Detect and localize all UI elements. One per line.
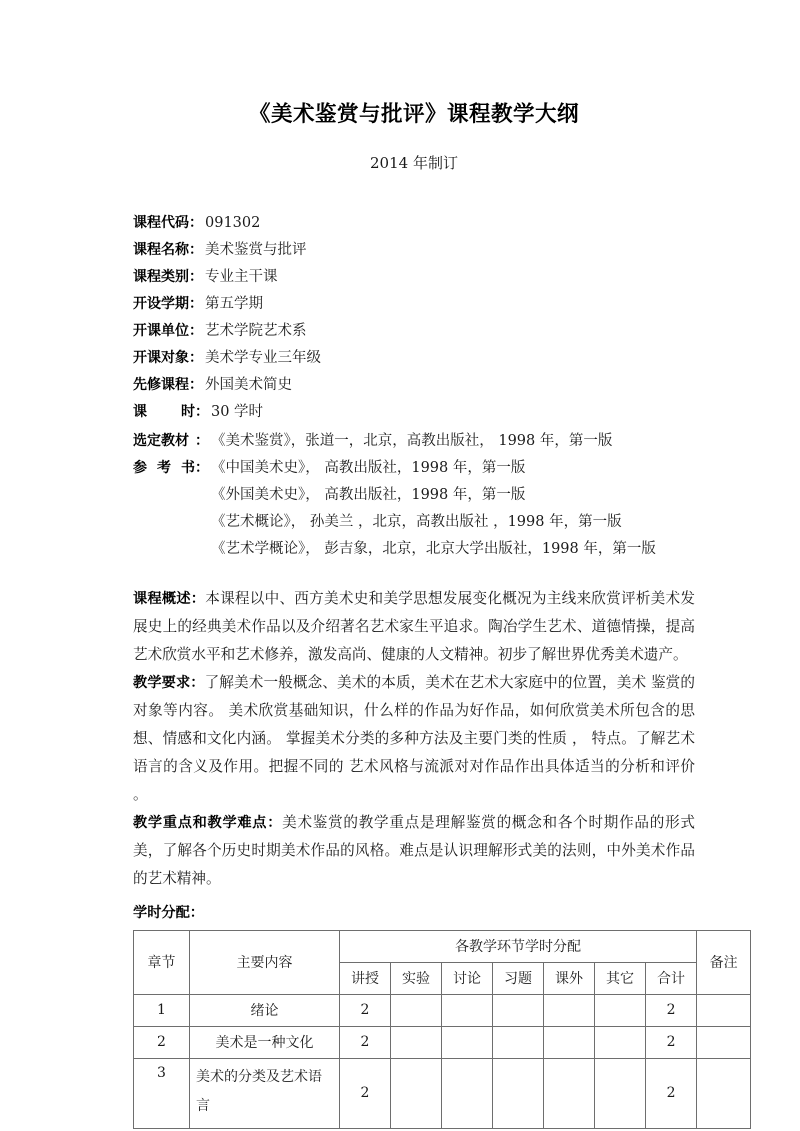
document-content	[133, 0, 738, 1129]
header-lecture: 讲授	[340, 962, 391, 994]
header-experiment: 实验	[391, 962, 442, 994]
cell-remark	[697, 1026, 751, 1058]
cell-lecture: 2	[340, 994, 391, 1026]
cell-total: 2	[646, 1026, 697, 1058]
table-body	[134, 994, 751, 1128]
meta-row-class-hours	[133, 399, 695, 426]
reference-row	[133, 536, 695, 563]
reference-item: 《外国美术史》， 高教出版社，1998 年，第一版	[211, 486, 526, 503]
meta-value: 091302	[205, 214, 261, 231]
meta-label: 课程代码：	[133, 214, 203, 231]
reference-item: 《中国美术史》， 高教出版社，1998 年，第一版	[211, 459, 526, 476]
meta-label: 课程类别：	[133, 268, 203, 285]
meta-value: 第五学期	[205, 295, 263, 312]
cell-discussion	[442, 1058, 493, 1128]
meta-label: 先修课程：	[133, 376, 203, 393]
reference-label	[133, 455, 211, 482]
textbook-label-part: ：	[195, 432, 209, 449]
header-content: 主要内容	[190, 930, 340, 994]
cell-extracurricular	[544, 994, 595, 1026]
reference-item: 《艺术概论》， 孙美兰 ，北京，高教出版社 ，1998 年，第一版	[211, 513, 622, 530]
page-title: 《美术鉴赏与批评》课程教学大纲	[248, 102, 579, 127]
cell-other	[595, 1058, 646, 1128]
cell-other	[595, 1026, 646, 1058]
meta-value: 美术鉴赏与批评	[205, 241, 307, 258]
textbook-row	[133, 428, 695, 455]
meta-value: 专业主干课	[205, 268, 278, 285]
meta-row-department	[133, 318, 695, 345]
section-course-overview	[133, 585, 695, 669]
header-extracurricular: 课外	[544, 962, 595, 994]
cell-chapter: 3	[134, 1058, 190, 1128]
cell-experiment	[391, 1026, 442, 1058]
table-row	[134, 994, 751, 1026]
reference-row	[133, 509, 695, 536]
cell-exercise	[493, 994, 544, 1026]
cell-content	[190, 1058, 340, 1128]
hours-distribution-heading: 学时分配：	[133, 904, 204, 921]
table-header-row-top	[134, 930, 751, 962]
books-block	[133, 426, 695, 563]
cell-remark	[697, 1058, 751, 1128]
cell-remark	[697, 994, 751, 1026]
header-remark: 备注	[697, 930, 751, 994]
section-label: 教学重点和教学难点：	[133, 814, 283, 831]
reference-item: 《艺术学概论》， 彭吉象，北京，北京大学出版社，1998 年，第一版	[211, 540, 656, 557]
cell-extracurricular	[544, 1026, 595, 1058]
meta-row-prerequisite	[133, 372, 695, 399]
header-exercise: 习题	[493, 962, 544, 994]
reference-label-part: 书：	[181, 459, 209, 476]
meta-label-part: 时：	[181, 403, 209, 420]
sections-block	[133, 563, 695, 893]
cell-experiment	[391, 994, 442, 1026]
cell-discussion	[442, 1026, 493, 1058]
meta-label: 开设学期：	[133, 295, 203, 312]
meta-value: 外国美术简史	[205, 376, 292, 393]
meta-label: 开课单位：	[133, 322, 203, 339]
meta-label-class-hours	[133, 399, 209, 426]
cell-exercise	[493, 1058, 544, 1128]
reference-row	[133, 455, 695, 482]
section-key-and-difficult-points	[133, 809, 695, 893]
table-row	[134, 1026, 751, 1058]
cell-discussion	[442, 994, 493, 1026]
cell-total: 2	[646, 1058, 697, 1128]
cell-lecture: 2	[340, 1026, 391, 1058]
reference-label-part: 考	[157, 459, 171, 476]
section-teaching-requirements	[133, 669, 695, 809]
cell-chapter: 2	[134, 1026, 190, 1058]
section-label: 教学要求：	[133, 674, 205, 691]
meta-value: 30 学时	[211, 403, 264, 420]
meta-row-course-name	[133, 237, 695, 264]
textbook-label	[133, 428, 211, 455]
page-subtitle: 2014 年制订	[370, 153, 458, 172]
header-discussion: 讨论	[442, 962, 493, 994]
cell-experiment	[391, 1058, 442, 1128]
header-chapter: 章节	[134, 930, 190, 994]
meta-label: 课程名称：	[133, 241, 203, 258]
cell-chapter: 1	[134, 994, 190, 1026]
table-row	[134, 1058, 751, 1128]
course-meta-list	[133, 172, 695, 426]
header-group-hours: 各教学环节学时分配	[340, 930, 697, 962]
cell-content-text: 美术的分类及艺术语言	[196, 1068, 322, 1114]
meta-value: 美术学专业三年级	[205, 349, 321, 366]
meta-value: 艺术学院艺术系	[205, 322, 307, 339]
cell-content: 美术是一种文化	[190, 1026, 340, 1058]
header-total: 合计	[646, 962, 697, 994]
meta-label: 开课对象：	[133, 349, 203, 366]
header-other: 其它	[595, 962, 646, 994]
cell-content: 绪论	[190, 994, 340, 1026]
section-text: 本课程以中、西方美术史和美学思想发展变化概况为主线来欣赏评析美术发展史上的经典美术作品以及介绍著名艺术家生平追求。陶冶学生艺术、道德情操，提高艺术欣赏水平和艺术修养，激发高尚、健康的人文精神。初步了解世界优秀美术遗产。	[133, 589, 695, 663]
table-head	[134, 930, 751, 994]
section-text: 了解美术一般概念、美术的本质，美术在艺术大家庭中的位置，美术 鉴赏的对象等内容。 美术欣赏基础知识，什么样的作品为好作品，如何欣赏美术所包含的思想、情感和文化内涵。 掌握美术分类的多种方法及主要门类的性质 ， 特点。了解艺术语言的含义及作用。把握不同的 艺术风格与流派对对作品作出具体适当的分析和评价 。	[133, 673, 695, 803]
meta-row-course-code	[133, 210, 695, 237]
hours-distribution-table	[133, 930, 751, 1129]
meta-row-audience	[133, 345, 695, 372]
cell-extracurricular	[544, 1058, 595, 1128]
textbook-value: 《美术鉴赏》，张道一，北京，高教出版社， 1998 年，第一版	[211, 432, 613, 449]
reference-label-part: 参	[133, 459, 147, 476]
cell-lecture: 2	[340, 1058, 391, 1128]
cell-total: 2	[646, 994, 697, 1026]
textbook-label-part: 选定教材	[133, 432, 189, 449]
section-text: 美术鉴赏的教学重点是理解鉴赏的概念和各个时期作品的形式美，了解各个历史时期美术作品的风格。难点是认识理解形式美的法则，中外美术作品的艺术精神。	[133, 813, 695, 887]
section-label: 课程概述：	[133, 590, 206, 607]
cell-other	[595, 994, 646, 1026]
meta-row-course-category	[133, 264, 695, 291]
cell-exercise	[493, 1026, 544, 1058]
meta-label-part: 课	[133, 403, 147, 420]
reference-row	[133, 482, 695, 509]
meta-row-semester	[133, 291, 695, 318]
